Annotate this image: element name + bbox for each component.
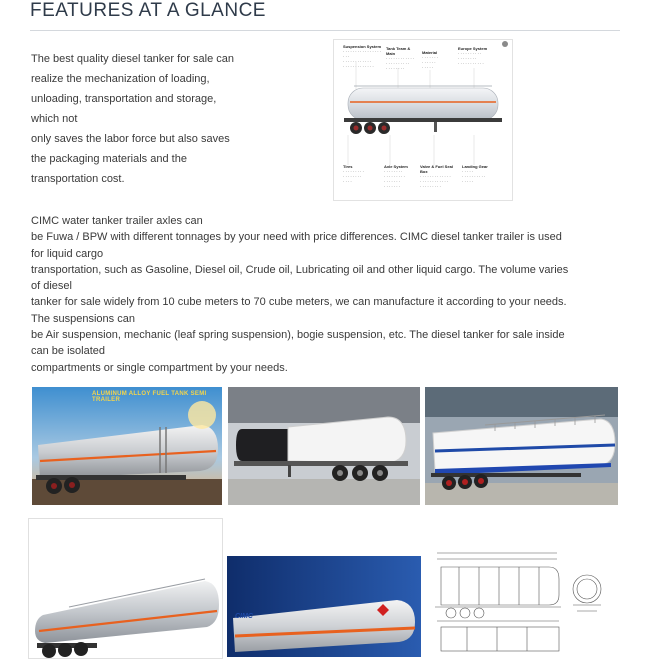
page-heading: FEATURES AT A GLANCE — [30, 0, 266, 21]
diagram-label-axle: Axle System · · · · · · · · · · · · · · · · · · · · · · · · · · · · · · · — [384, 164, 408, 189]
diagram-label-valves: Valve & Fuel Seal Box · · · · · · · · · · · · · · · · · · · · · · · · · · · · · · · · · · — [420, 164, 453, 189]
diagram-label-suspension: Suspension System · · · · · · · · · · · · · · · · · · · · · · · · · · · · · · · · · · · · · · · · · · · · — [343, 44, 382, 69]
intro-line: which not — [31, 113, 78, 125]
body-line: be Air suspension, mechanic (leaf spring suspension), bogie suspension, etc. The diesel tanker for sale inside — [31, 329, 565, 342]
body-line: of diesel — [31, 280, 72, 293]
diagram-label-tires: Tires · · · · · · · · · · · · · · · · · · · · · — [343, 164, 364, 184]
body-line: for liquid cargo — [31, 247, 104, 260]
heading-divider — [30, 30, 620, 31]
body-line: CIMC water tanker trailer axles can — [31, 215, 203, 227]
body-line: can be isolated — [31, 345, 105, 358]
intro-line: transportation cost. — [31, 173, 125, 185]
tanker-photo-blue-stripe — [425, 387, 618, 505]
intro-line: unloading, transportation and storage, — [31, 93, 217, 105]
diagram-label-landing: Landing Gear · · · · · · · · · · · · · · · · · · · · — [462, 164, 488, 184]
body-line: compartments or single compartment by your needs. — [31, 361, 288, 374]
diagram-label-europe: Europe System · · · · · · · · · · · · · · · · · · · · · · · · · · · · · — [458, 46, 488, 66]
tanker-technical-drawing — [427, 549, 617, 657]
intro-line: realize the mechanization of loading, — [31, 73, 210, 85]
tanker-feature-diagram — [333, 39, 513, 201]
tanker-photo-aluminum — [32, 387, 222, 505]
intro-line: The best quality diesel tanker for sale can — [31, 53, 235, 65]
intro-line: only saves the labor force but also saves — [31, 133, 230, 145]
diagram-label-tank-team: Tank Team & Main · · · · · · · · · · · · · · · · · · · · · · · · · · · · · · — [386, 46, 415, 71]
tanker-photo-cimc — [227, 556, 421, 657]
intro-paragraph — [31, 49, 271, 189]
tanker-photo-silver — [28, 518, 223, 659]
intro-line: the packaging materials and the — [31, 153, 187, 165]
photo-banner-text: ALUMINUM ALLOY FUEL TANK SEMI TRAILER — [92, 391, 207, 403]
diagram-label-material: Material · · · · · · · · · · · · · · · · · · — [422, 50, 438, 70]
body-line: tanker for sale widely from 10 cube meters to 70 cube meters, we can manufacture it according to your needs. — [31, 296, 567, 309]
brand-logo-text: CIMC — [235, 613, 253, 620]
body-line: be Fuwa / BPW with different tonnages by your need with price differences. CIMC diesel tanker trailer is used — [31, 231, 562, 244]
body-line: transportation, such as Gasoline, Diesel oil, Crude oil, Lubricating oil and other liquid cargo. The volume varies — [31, 263, 569, 276]
tanker-photo-white-black — [228, 387, 420, 505]
description-paragraph — [31, 213, 616, 376]
body-line: The suspensions can — [31, 312, 135, 325]
